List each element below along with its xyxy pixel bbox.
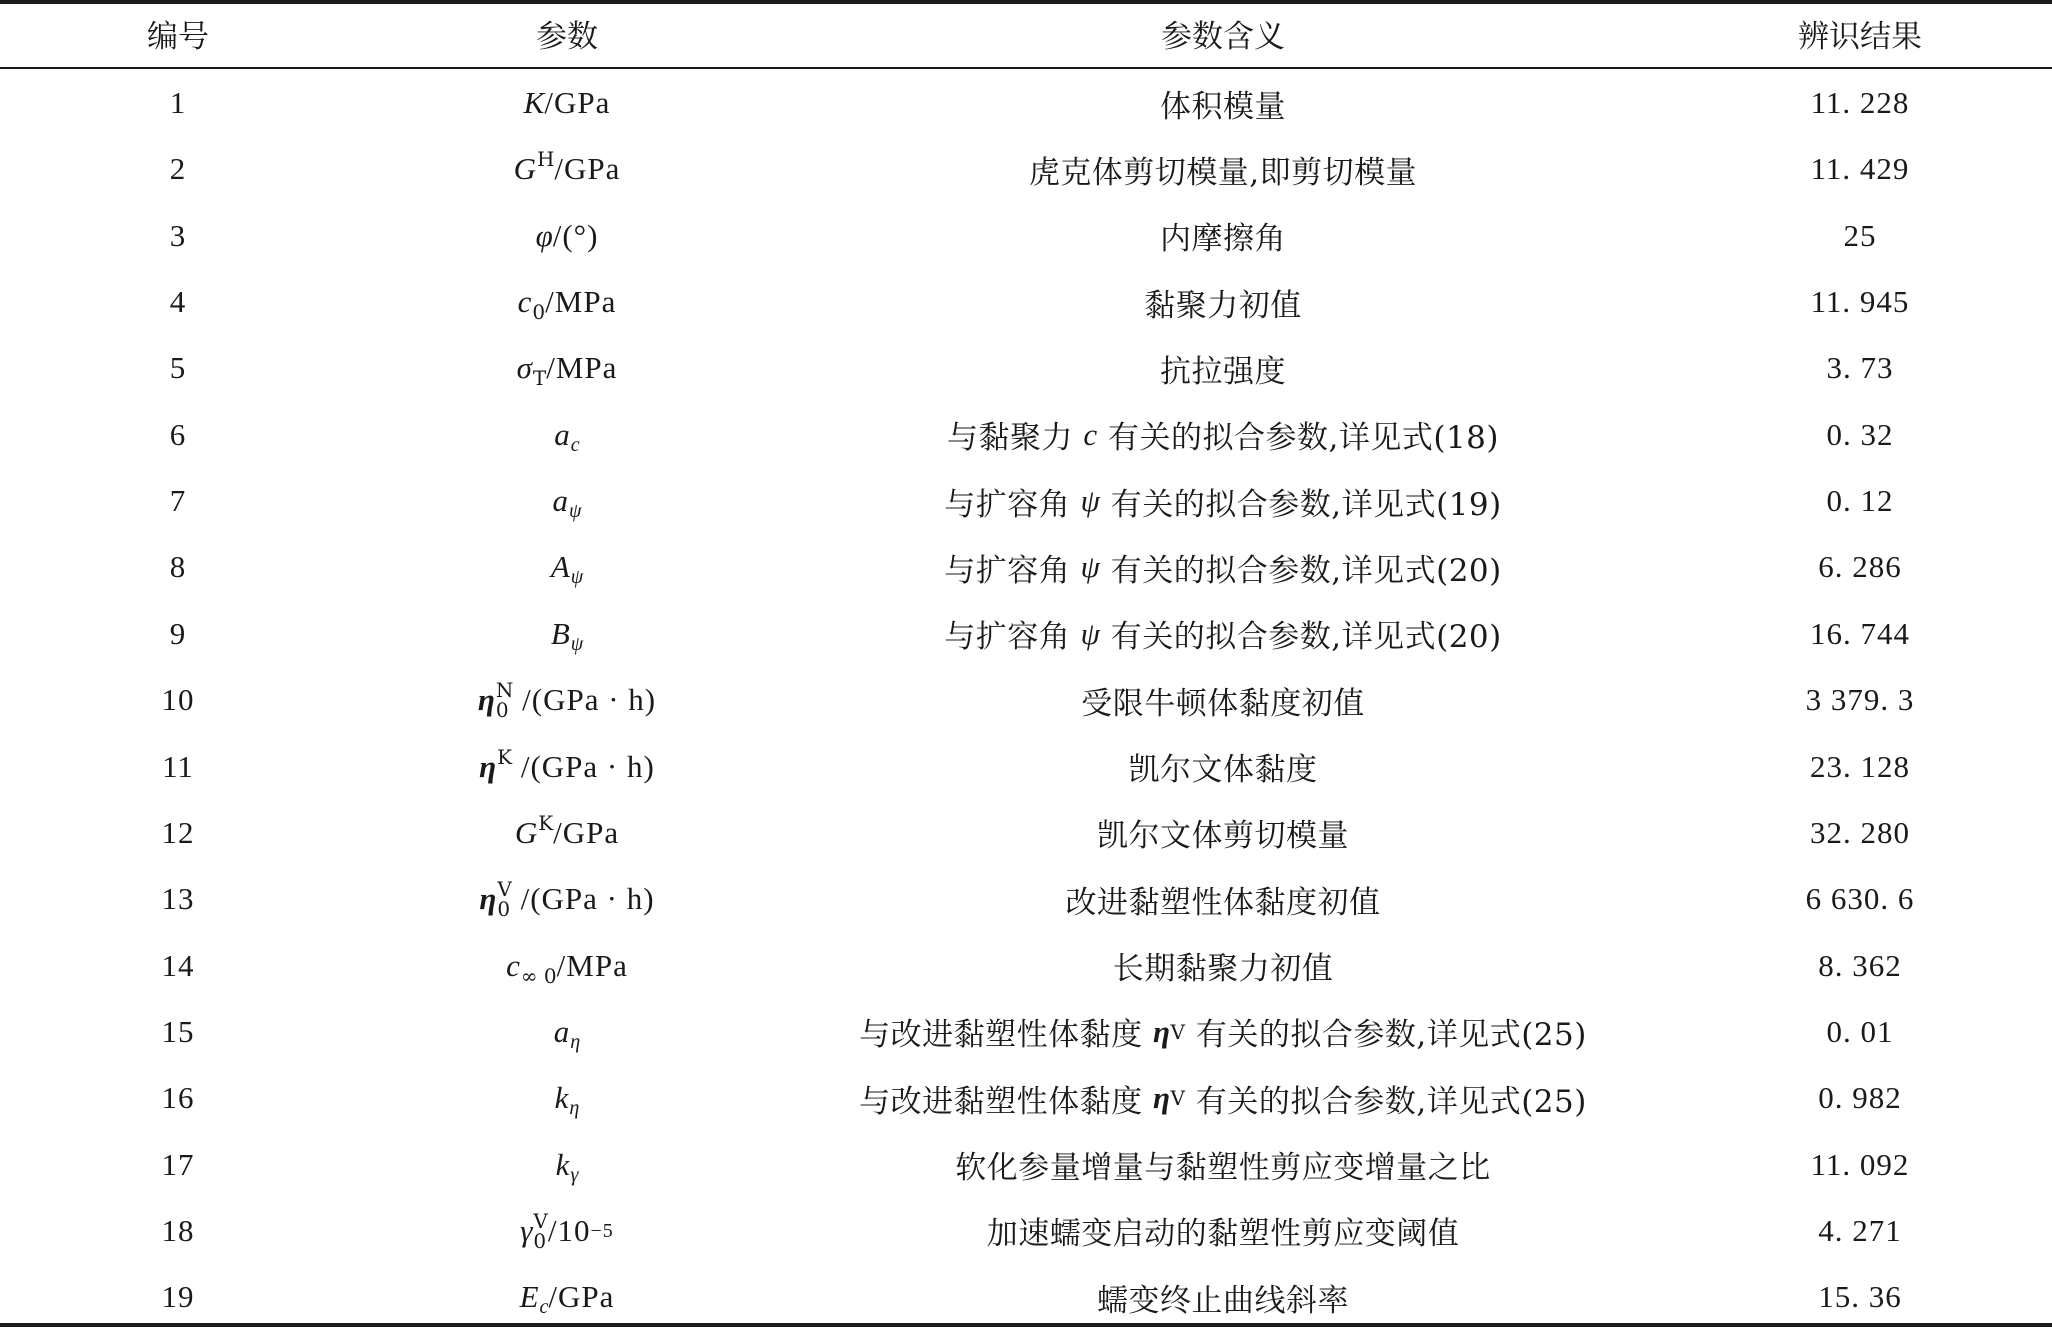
table-row [0,601,2052,667]
param-scripts [569,501,581,521]
param-symbol: E [519,1279,539,1315]
cell-result: 6 630. 6 [1805,881,1915,917]
param-symbol: a [553,1013,570,1049]
cell-no: 12 [161,814,195,850]
param-scripts [497,877,512,922]
param-symbol: η [479,881,497,917]
param-scripts [571,435,580,455]
param-superscript: V [497,877,512,902]
param-unit: /GPa [553,814,620,850]
table-bottom-rule [0,1323,2052,1327]
meaning-prefix: 与黏聚力 [947,420,1084,457]
cell-meaning: 加速蠕变启动的黏塑性剪应变阈值 [986,1216,1460,1253]
param-subscript: η [570,1030,581,1053]
cell-meaning: 长期黏聚力初值 [1112,951,1334,987]
table-row [0,1264,2052,1330]
meaning-prefix: 与改进黏塑性体黏度 [859,1017,1154,1054]
param-scripts [540,1297,549,1317]
table-row [0,203,2052,269]
cell-meaning: 软化参量增量与黏塑性剪应变增量之比 [955,1150,1491,1187]
cell-result: 23. 128 [1810,748,1910,784]
param-superscript: K [497,744,513,769]
cell-param [390,866,744,932]
param-superscript: K [538,810,554,835]
cell-meaning [780,468,1666,534]
cell-meaning: 凯尔文体剪切模量 [1097,818,1349,855]
meaning-prefix: 与改进黏塑性体黏度 [859,1083,1154,1120]
param-scripts [570,1032,580,1052]
table-row [0,999,2052,1065]
cell-no: 6 [169,416,187,452]
param-unit: /(GPa · h) [513,682,657,718]
cell-no: 9 [169,615,187,651]
meaning-symbol: η [1153,1080,1171,1116]
param-scripts [571,634,583,654]
param-unit: /MPa [556,947,628,983]
cell-param [390,1065,744,1131]
cell-no: 4 [169,284,187,319]
cell-meaning: 受限牛顿体黏度初值 [1081,685,1365,722]
param-subscript: γ [570,1163,579,1186]
param-symbol: η [477,682,495,718]
cell-no: 1 [169,85,187,120]
cell-param [390,203,744,269]
param-symbol: γ [520,1212,533,1248]
table-header-row [0,0,2052,66]
cell-param [390,70,744,136]
param-unit: /(GPa · h) [512,748,655,784]
param-subscript: 0 [497,897,511,922]
cell-param [390,999,744,1065]
meaning-symbol: c [1083,416,1098,452]
param-symbol: k [555,1146,570,1182]
param-symbol: η [479,748,497,784]
cell-meaning: 抗拉强度 [1160,353,1286,390]
param-unit: /GPa [554,151,621,187]
cell-meaning: 与改进黏塑性体黏度 η V 有关的拟合参数,详见式(25) [780,1065,1666,1131]
param-scripts [571,567,583,587]
meaning-suffix: 有关的拟合参数,详见式(25) [1185,1083,1587,1120]
cell-no: 18 [161,1212,195,1248]
param-unit: /(°) [552,217,599,253]
cell-no: 3 [169,217,187,253]
meaning-prefix: 与扩容角 [944,619,1081,656]
table-row [0,800,2052,866]
cell-result: 25 [1843,217,1877,253]
cell-param [390,933,744,999]
header-meaning: 参数含义 [1161,18,1285,55]
cell-no: 2 [169,151,187,187]
cell-meaning: 与改进黏塑性体黏度 η V 有关的拟合参数,详见式(25) [780,999,1666,1065]
table-row [0,136,2052,202]
cell-result: 11. 228 [1810,85,1910,120]
cell-result: 32. 280 [1810,814,1910,850]
meaning-suffix: 有关的拟合参数,详见式(25) [1185,1017,1587,1054]
cell-meaning [780,534,1666,600]
meaning-symbol: ψ [1080,549,1101,585]
param-subscript: 0 [533,1228,547,1253]
cell-result: 11. 429 [1810,151,1910,187]
table-header-rule [0,67,2052,69]
param-symbol: k [554,1080,569,1116]
param-scripts [538,810,554,835]
table-row [0,269,2052,335]
table-row [0,335,2052,401]
cell-param [390,534,744,600]
cell-param [390,800,744,866]
param-scripts [570,1165,578,1185]
table-row [0,1132,2052,1198]
cell-meaning [780,402,1666,468]
param-subscript: c [570,433,580,456]
cell-meaning: 黏聚力初值 [1144,287,1302,324]
cell-no: 17 [161,1146,195,1182]
cell-result: 0. 12 [1826,483,1894,519]
table-row [0,468,2052,534]
param-scripts [569,1098,579,1118]
cell-result: 15. 36 [1818,1279,1902,1315]
cell-no: 14 [161,947,195,983]
cell-meaning: 虎克体剪切模量,即剪切模量 [1028,154,1418,191]
param-subscript: ψ [570,566,584,589]
cell-result: 3. 73 [1826,350,1894,386]
param-symbol: a [554,416,570,452]
cell-meaning: 凯尔文体黏度 [1128,752,1318,788]
param-scripts [495,678,514,723]
table-row [0,534,2052,600]
cell-param [390,269,744,335]
param-symbol: A [550,549,570,585]
param-subscript: 0 [495,698,509,723]
table-row [0,1198,2052,1264]
param-scripts [497,744,513,769]
cell-param [390,136,744,202]
cell-result: 6. 286 [1818,549,1902,585]
param-scripts [520,963,557,988]
cell-param [390,601,744,667]
param-subscript: η [569,1097,580,1120]
cell-no: 11 [162,748,194,784]
header-no: 编号 [147,18,209,55]
cell-no: 19 [161,1279,195,1315]
param-unit: /MPa [545,284,617,319]
param-subscript: ∞ 0 [520,963,557,988]
param-scripts [533,1208,548,1253]
param-superscript: V [533,1208,548,1233]
param-symbol: φ [535,217,553,253]
cell-no: 10 [161,682,195,718]
param-scripts [532,302,545,322]
table-row [0,734,2052,800]
param-symbol: a [552,483,569,519]
meaning-prefix: 与扩容角 [944,486,1081,523]
cell-param [390,1132,744,1198]
cell-meaning: 内摩擦角 [1160,221,1286,258]
cell-result: 8. 362 [1818,947,1902,983]
param-unit: /(GPa · h) [511,881,655,917]
cell-no: 7 [169,483,187,519]
param-symbol: c [506,947,520,983]
cell-meaning: 改进黏塑性体黏度初值 [1065,884,1381,921]
meaning-suffix: 有关的拟合参数,详见式(18) [1097,420,1499,457]
cell-meaning: 蠕变终止曲线斜率 [1097,1282,1349,1319]
table-row [0,667,2052,733]
cell-param [390,667,744,733]
table-row [0,933,2052,999]
cell-meaning [780,601,1666,667]
cell-result: 11. 945 [1810,284,1910,319]
param-scripts [532,366,547,391]
cell-result: 0. 01 [1826,1013,1894,1049]
cell-param [390,335,744,401]
cell-no: 8 [169,549,187,585]
param-symbol: K [523,85,545,120]
cell-no: 5 [169,350,187,386]
cell-no: 13 [161,881,195,917]
cell-param [390,1264,744,1330]
table-row [0,70,2052,136]
meaning-symbol: ψ [1080,483,1101,519]
cell-param [390,734,744,800]
cell-result: 11. 092 [1810,1146,1910,1182]
cell-result: 3 379. 3 [1805,682,1915,718]
meaning-prefix: 与扩容角 [944,552,1081,589]
param-symbol: B [550,615,570,651]
meaning-suffix: 有关的拟合参数,详见式(20) [1100,552,1502,589]
param-unit: /GPa [548,1279,615,1315]
header-param: 参数 [536,18,598,55]
cell-result: 0. 32 [1826,416,1894,452]
table-row [0,402,2052,468]
meaning-suffix: 有关的拟合参数,详见式(19) [1100,486,1502,523]
meaning-suffix: 有关的拟合参数,详见式(20) [1100,619,1502,656]
param-subscript: ψ [570,632,584,655]
param-symbol: G [514,814,538,850]
cell-result: 0. 982 [1818,1080,1902,1116]
table-row [0,1065,2052,1131]
meaning-symbol: ψ [1080,615,1101,651]
cell-no: 16 [161,1080,195,1116]
cell-no: 15 [161,1013,195,1049]
cell-param: γ V 0 /10 −5 [520,1208,614,1253]
param-unit: /10 [547,1212,591,1248]
param-symbol: σ [516,350,532,386]
cell-result: 4. 271 [1818,1212,1902,1248]
param-symbol: G [513,151,536,187]
table-row [0,866,2052,932]
param-subscript: c [539,1296,549,1319]
param-subscript: T [532,366,547,391]
param-unit: /GPa [544,85,611,120]
param-subscript: 0 [532,300,546,324]
meaning-symbol: η [1153,1013,1171,1049]
param-symbol: c [517,284,532,319]
param-superscript: H [536,147,555,172]
header-result: 辨识结果 [1798,18,1922,55]
param-scripts [536,147,555,172]
cell-result: 16. 744 [1810,615,1910,651]
cell-meaning: 体积模量 [1160,88,1286,125]
param-unit: /MPa [546,350,618,386]
param-subscript: ψ [569,500,582,523]
cell-param [390,402,744,468]
param-superscript: N [495,678,514,703]
cell-param [390,468,744,534]
